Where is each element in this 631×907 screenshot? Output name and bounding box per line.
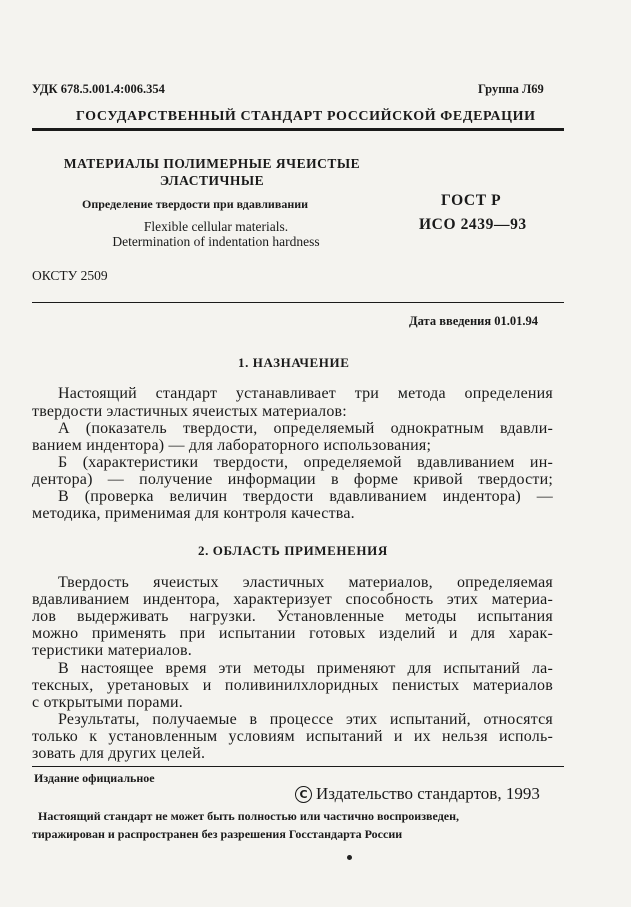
section-2-line-wrap	[58, 660, 553, 678]
document-title-line1: МАТЕРИАЛЫ ПОЛИМЕРНЫЕ ЯЧЕИСТЫЕ	[63, 156, 361, 171]
section-2-line: вдавливанием индентора, характеризует способность этих материа-	[32, 591, 553, 608]
section-1-line-wrap	[58, 420, 553, 438]
section-2-line-wrap	[32, 745, 553, 763]
state-standard-title: ГОСУДАРСТВЕННЫЙ СТАНДАРТ РОССИЙСКОЙ ФЕДЕРАЦИИ	[76, 109, 536, 124]
section-2-line-wrap	[32, 642, 553, 660]
page-mark	[347, 855, 352, 860]
section-1-line: ванием индентора) — для лабораторного использования;	[32, 437, 432, 454]
section-1-line: дентора) — получение информации в форме кривой твердости;	[32, 471, 553, 488]
section-1-line: А (показатель твердости, определяемый однократным вдавли-	[58, 420, 553, 437]
reproduction-notice-line2: тиражирован и распространен без разрешения Госстандарта России	[32, 827, 403, 841]
section-2-line-wrap	[32, 608, 553, 626]
section-2-line: В настоящее время эти методы применяют для испытаний ла-	[58, 660, 553, 677]
section-2-line: зовать для других целей.	[32, 745, 206, 762]
section-1-line-wrap	[32, 437, 553, 455]
section-2-line: теристики материалов.	[32, 642, 192, 659]
official-edition-label: Издание официальное	[34, 771, 155, 785]
section-2-line: можно применять при испытании готовых изделий и для харак-	[32, 625, 553, 642]
okstu-code: ОКСТУ 2509	[32, 268, 108, 283]
copyright-text: Издательство стандартов, 1993	[316, 784, 540, 803]
section-2-line: лов выдерживать нагрузки. Установленные методы испытания	[32, 608, 553, 625]
section-1-line-wrap	[58, 454, 553, 472]
section-1-line: В (проверка величин твердости вдавливанием индентора) —	[58, 488, 553, 505]
section-2-heading: 2. ОБЛАСТЬ ПРИМЕНЕНИЯ	[198, 543, 388, 558]
section-2-line-wrap	[32, 625, 553, 643]
header-rule	[32, 128, 564, 131]
section-1-line-wrap	[32, 505, 553, 523]
section-1-line: Б (характеристики твердости, определяемой вдавливанием ин-	[58, 454, 553, 471]
section-2-line: Результаты, получаемые в процессе этих испытаний, относятся	[58, 711, 553, 728]
section-2-line-wrap	[58, 574, 553, 592]
section-1-line: твердости эластичных ячеистых материалов:	[32, 403, 347, 420]
section-1-line: Настоящий стандарт устанавливает три метода определения	[58, 385, 553, 402]
group-code: Группа Л69	[478, 82, 544, 96]
introduction-date-label: Дата введения	[409, 314, 492, 328]
section-2-line: только к установленным условиям испытаний и их нельзя исполь-	[32, 728, 553, 745]
section-1-body	[58, 385, 553, 403]
section-1-line-wrap	[58, 488, 553, 506]
section-2-line-wrap	[32, 591, 553, 609]
footer-rule	[32, 766, 564, 767]
copyright-symbol-icon: C	[295, 786, 312, 803]
english-title-line2: Determination of indentation hardness	[112, 234, 320, 249]
section-2-line: с открытыми порами.	[32, 694, 183, 711]
gost-number-line1: ГОСТ Р	[441, 192, 502, 209]
gost-number-line2: ИСО 2439—93	[419, 216, 527, 233]
introduction-date	[409, 314, 538, 329]
document-title-line2: ЭЛАСТИЧНЫЕ	[159, 173, 265, 188]
title-block-rule	[32, 302, 564, 303]
section-2-line: Твердость ячеистых эластичных материалов, определяемая	[58, 574, 553, 591]
section-2-line-wrap	[58, 711, 553, 729]
section-1-line-wrap	[32, 471, 553, 489]
english-title-line1: Flexible cellular materials.	[143, 219, 289, 234]
introduction-date-value: 01.01.94	[494, 314, 538, 328]
udk-code: УДК 678.5.001.4:006.354	[32, 82, 165, 96]
section-1-line-wrap	[32, 403, 553, 421]
section-1-line: методика, применимая для контроля качества.	[32, 505, 355, 522]
section-1-heading: 1. НАЗНАЧЕНИЕ	[238, 355, 350, 370]
section-2-line-wrap	[32, 677, 553, 695]
section-2-line: тексных, уретановых и поливинилхлоридных пенистых материалов	[32, 677, 553, 694]
reproduction-notice-line1: Настоящий стандарт не может быть полностью или частично воспроизведен,	[38, 809, 460, 823]
copyright-notice	[295, 784, 540, 804]
document-subtitle: Определение твердости при вдавливании	[82, 197, 309, 211]
section-2-line-wrap	[32, 694, 553, 712]
section-2-line-wrap	[32, 728, 553, 746]
